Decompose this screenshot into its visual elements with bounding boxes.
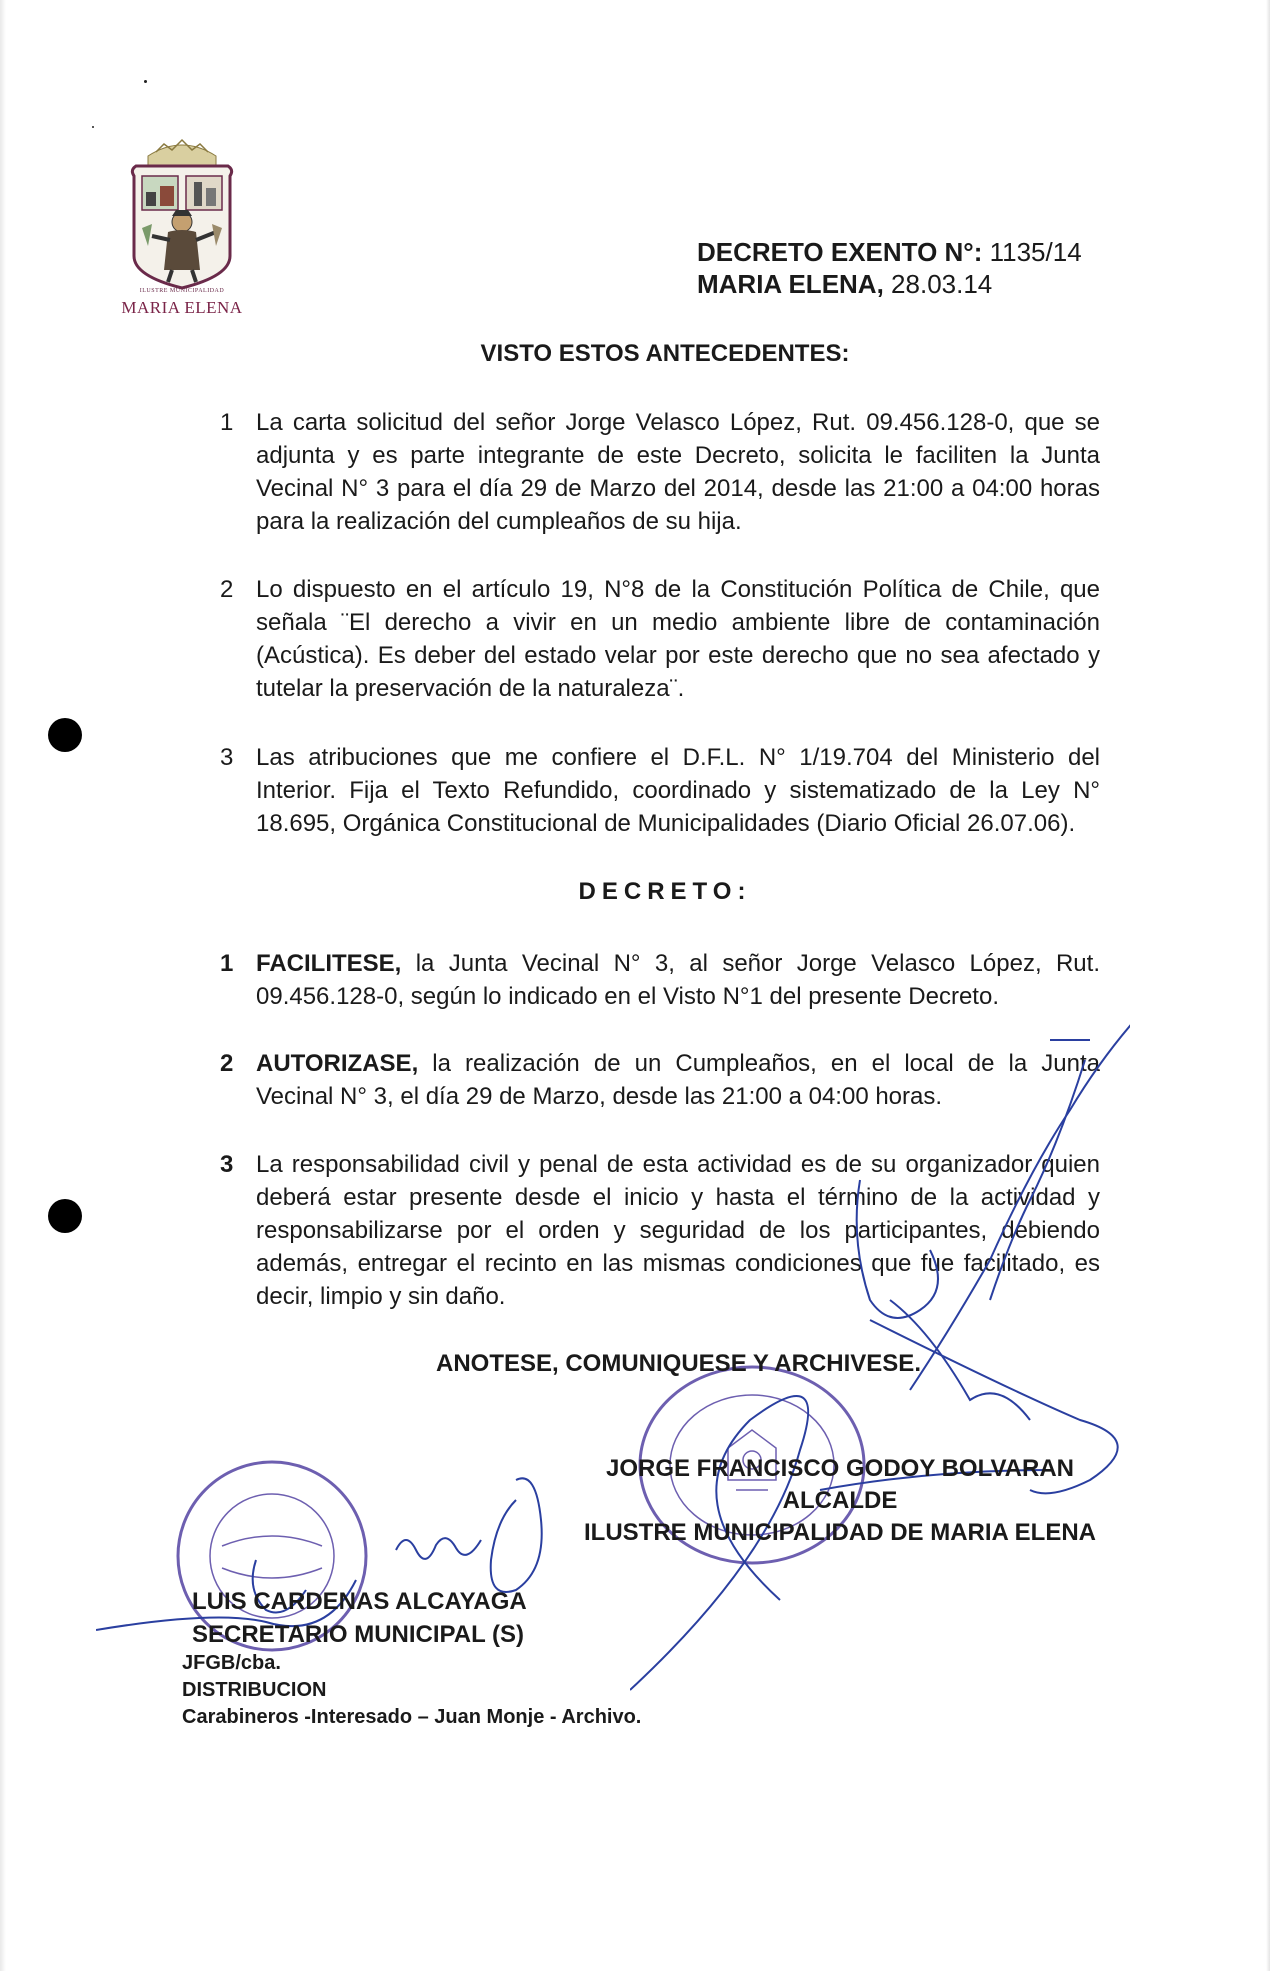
punch-hole-bottom: [48, 1199, 82, 1233]
place-date-line: [697, 268, 1082, 300]
place-label: MARIA ELENA,: [697, 269, 884, 299]
mayor-organization: ILUSTRE MUNICIPALIDAD DE MARIA ELENA: [584, 1519, 1096, 1546]
scan-edge-right: [1266, 0, 1270, 1971]
decree-number: 1135/14: [989, 237, 1082, 267]
mayor-signature-block: [580, 1453, 1100, 1549]
closing-formula: ANOTESE, COMUNIQUESE Y ARCHIVESE.: [436, 1350, 921, 1377]
antecedentes-title: VISTO ESTOS ANTECEDENTES:: [480, 340, 850, 367]
antecedente-item: [220, 741, 1100, 840]
item-number: 3: [220, 744, 234, 771]
distribution-list: Carabineros -Interesado – Juan Monje - Archivo.: [182, 1706, 642, 1728]
antecedente-item: [220, 406, 1100, 538]
item-body: la Junta Vecinal N° 3, al señor Jorge Velasco López, Rut. 09.456.128-0, según lo indicado en el Visto N°1 del presente Decreto.: [256, 950, 1100, 1010]
item-number: 1: [220, 950, 234, 977]
scan-speck: [144, 80, 147, 83]
mayor-role: ALCALDE: [782, 1487, 898, 1514]
item-body: la realización de un Cumpleaños, en el local de la Junta Vecinal N° 3, el día 29 de Marzo, desde las 21:00 a 04:00 horas.: [256, 1050, 1100, 1110]
item-number: 2: [220, 1050, 234, 1077]
item-text: La carta solicitud del señor Jorge Velasco López, Rut. 09.456.128-0, que se adjunta y es parte integrante de este Decreto, solicita le faciliten la Junta Vecinal N° 3 para el día 29 de Marzo del 2014, desde las 21:00 a 04:00 horas para la realización del cumpleaños de su hija.: [256, 409, 1100, 535]
punch-hole-top: [48, 718, 82, 752]
decree-label: DECRETO EXENTO N°:: [697, 237, 983, 267]
secretary-name: LUIS CARDENAS ALCAYAGA: [192, 1588, 527, 1615]
scan-edge-left: [0, 0, 6, 1971]
item-text: Lo dispuesto en el artículo 19, N°8 de la Constitución Política de Chile, que señala ¨El derecho a vivir en un medio ambiente libre de contaminación (Acústica). Es deber del estado velar por este derecho que no sea afectado y tutelar la preservación de la naturaleza¨.: [256, 576, 1100, 702]
item-number: 2: [220, 576, 234, 603]
secretary-signature-block: [192, 1585, 527, 1651]
decree-date: 28.03.14: [891, 269, 993, 299]
item-number: 3: [220, 1151, 234, 1178]
mayor-name: JORGE FRANCISCO GODOY BOLVARAN: [605, 1455, 1075, 1482]
drafter-initials: JFGB/cba.: [182, 1652, 281, 1674]
distribution-label: DISTRIBUCION: [182, 1679, 327, 1701]
item-body: La responsabilidad civil y penal de esta actividad es de su organizador quien deberá estar presente desde el inicio y hasta el término de la actividad y responsabilizarse por el orden y seguridad de los participantes, debiendo además, entregar el recinto en las mismas condiciones que fue facilitado, es decir, limpio y sin daño.: [256, 1151, 1100, 1310]
decree-number-line: [697, 236, 1082, 268]
scan-speck: [92, 126, 94, 128]
distribution-footer: [182, 1650, 641, 1731]
antecedente-item: [220, 573, 1100, 705]
crest-caption-small: ILUSTRE MUNICIPALIDAD: [139, 288, 225, 294]
item-text: Las atribuciones que me confiere el D.F.L. N° 1/19.704 del Ministerio del Interior. Fija el Texto Refundido, coordinado y sistematizado de la Ley N° 18.695, Orgánica Constitucional de Municipalidades (Diario Oficial 26.07.06).: [256, 744, 1100, 837]
item-number: 1: [220, 409, 234, 436]
decreto-title: DECRETO:: [578, 878, 752, 905]
secretary-role: SECRETARIO MUNICIPAL (S): [192, 1621, 525, 1648]
item-keyword: AUTORIZASE,: [256, 1050, 419, 1077]
item-keyword: FACILITESE,: [256, 950, 402, 977]
crest-caption: MARIA ELENA: [121, 298, 243, 317]
decree-header: [697, 236, 1082, 300]
